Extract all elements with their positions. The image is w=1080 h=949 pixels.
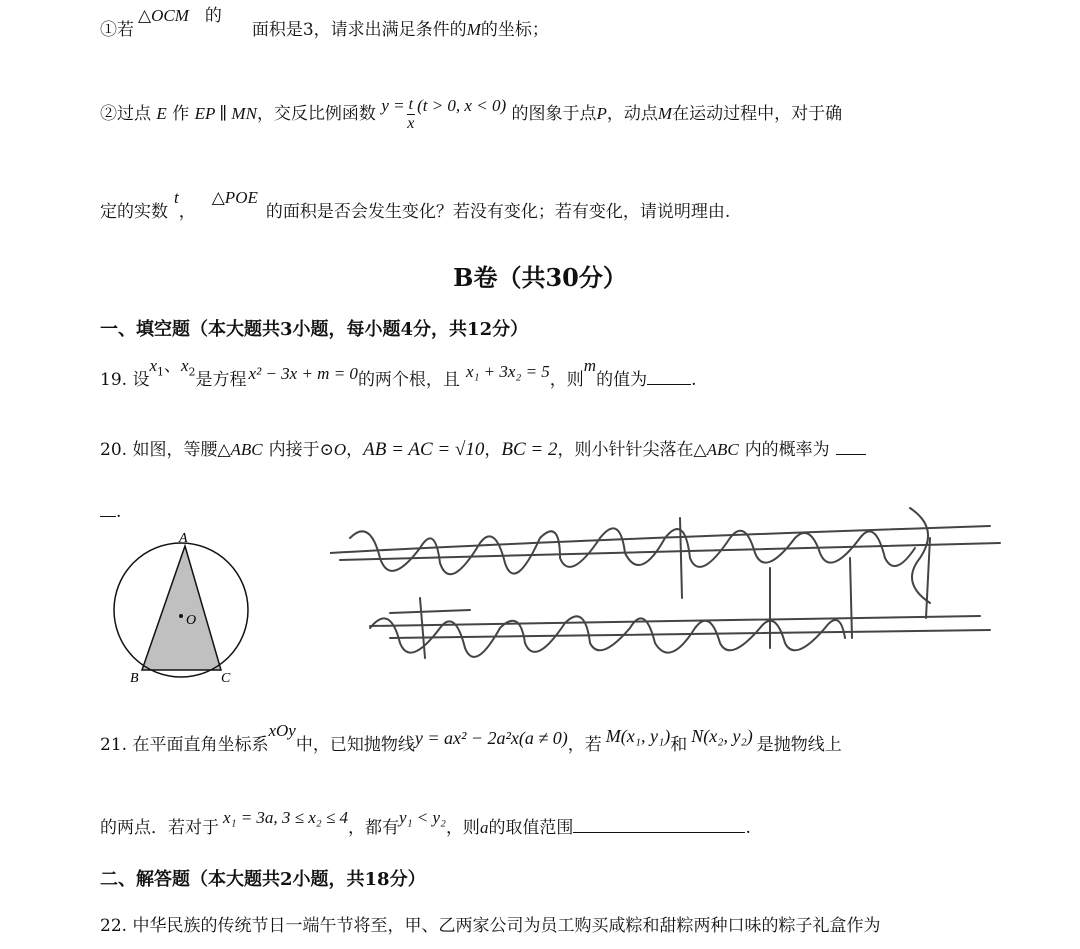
label-o: O bbox=[186, 613, 197, 628]
answer-blank bbox=[573, 816, 745, 833]
handwritten-scribble bbox=[330, 498, 1010, 698]
q18-part2: ②过点 E 作 EP ∥ MN，交反比例函数 y = $\frac{t}{x}$ (t > 0, x < 0) 的图象于点P，动点M在运动过程中，对于确 bbox=[100, 96, 843, 132]
q19: 19. 设$x_1$、$x_2$是方程 x² − 3x + m = 0的两个根，且 x₁ + 3x₂ = 5，则m的值为 . bbox=[100, 356, 697, 390]
section-fill-in-title: 一、填空题（本大题共3小题，每小题4分，共12分） bbox=[100, 319, 529, 340]
q20: 20. 如图，等腰△ABC 内接于⊙O，AB = AC = √10，BC = 2，则小针针尖落在△ABC 内的概率为 bbox=[100, 438, 1010, 462]
answer-blank bbox=[647, 368, 691, 385]
q20-continuation: . bbox=[100, 500, 1010, 524]
q21-line2: 的两点．若对于x₁ = 3a, 3 ≤ x₂ ≤ 4，都有y₁ < y₂，则a的取值范围 . bbox=[100, 808, 751, 838]
quadratic-equation: x² − 3x + m = 0 bbox=[248, 364, 358, 383]
fraction-t-over-x: $\frac{t}{x}$ bbox=[407, 96, 415, 132]
label-c: C bbox=[221, 671, 231, 686]
section-answer-title: 二、解答题（本大题共2小题，共18分） bbox=[100, 869, 426, 890]
q22: 22. 中华民族的传统节日一端午节将至，甲、乙两家公司为员工购买咸粽和甜粽两种口味的粽子礼盒作为 bbox=[100, 916, 881, 936]
answer-blank-cont bbox=[100, 500, 116, 517]
parabola-equation: y = ax² − 2a²x(a ≠ 0) bbox=[414, 728, 568, 748]
triangle-ocm: △OCM bbox=[138, 6, 189, 25]
section-b-title: B卷（共30分） bbox=[453, 263, 627, 292]
label-b: B bbox=[130, 671, 139, 686]
q21: 21. 在平面直角坐标系xOy中，已知抛物线y = ax² − 2a²x(a ≠ 0)，若 M(x₁, y₁)和 N(x₂, y₂) 是抛物线上 bbox=[100, 721, 842, 755]
center-point-o bbox=[179, 614, 183, 618]
answer-blank bbox=[836, 438, 866, 455]
q18-part1: ①若△OCM 的面积是3，请求出满足条件的M的坐标； bbox=[100, 6, 549, 40]
triangle-abc bbox=[142, 546, 221, 670]
triangle-poe: △POE bbox=[211, 188, 258, 207]
label-a: A bbox=[179, 531, 188, 546]
triangle-circle-figure bbox=[108, 528, 258, 688]
q18-part3: 定的实数t，△POE的面积是否会发生变化？若没有变化；若有变化，请说明理由. bbox=[100, 188, 731, 222]
